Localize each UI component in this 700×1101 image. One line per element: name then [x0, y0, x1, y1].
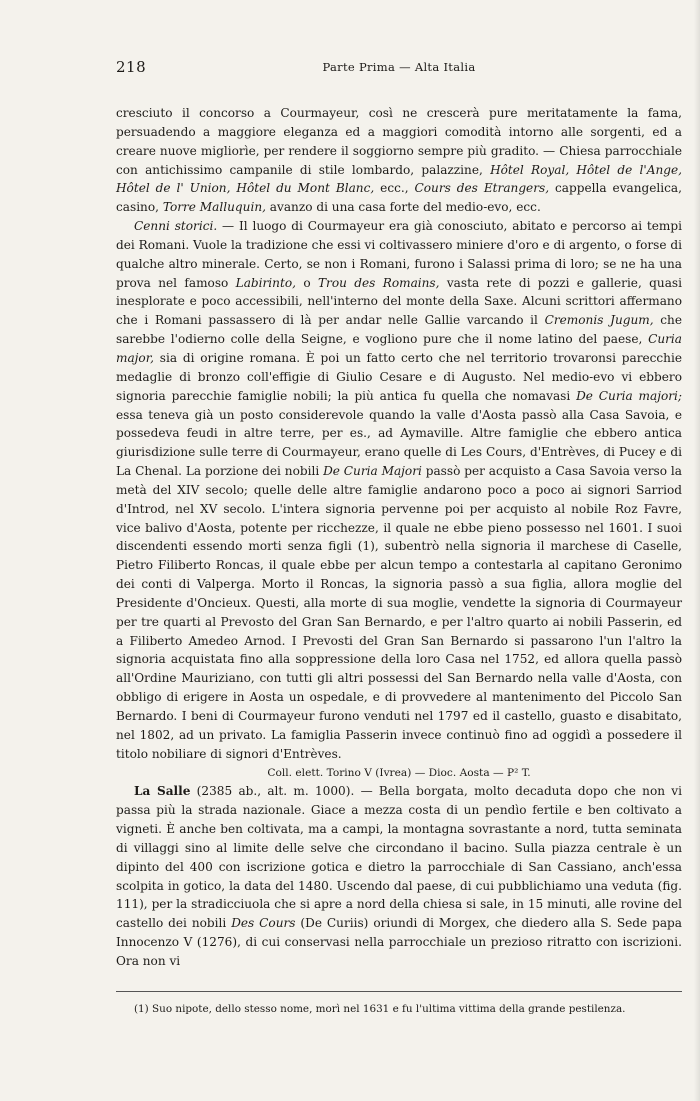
cours-name: Cours des Etrangers,	[414, 181, 550, 196]
text-run: essa teneva già un posto considerevole quando la valle d'Aosta passò alla Casa Savoia, e possedeva feudi in altre terre, per es., ad Aymaville. Altre famiglie che ebbero antica giurisdizione sulle terre di Courmayeur, erano quelle di Les Cours, d'Entrèves, di Pucey e di La Chenal. La porzione dei nobili	[116, 407, 682, 479]
text-run: che sarebbe l'odierno colle della Seigne, e vogliono pure che il nome latino del paese,	[116, 313, 682, 347]
text-run: (De Curiis) oriundi di Morgex, che diedero alla S. Sede papa Innocenzo V (1276), di cui conservasi nella parrocchiale un prezioso ritratto con iscrizioni. Ora non vi	[116, 916, 682, 968]
running-head: Parte Prima — Alta Italia	[322, 60, 476, 74]
italic-term: Cremonis Jugum,	[544, 313, 654, 328]
footnote: (1) Suo nipote, dello stesso nome, morì nel 1631 e fu l'ultima vittima della grande pestilenza.	[134, 1003, 626, 1016]
text-run: avanzo di una casa forte del medio-evo, ecc.	[265, 200, 541, 215]
text-run: passò per acquisto a Casa Savoia verso la metà del XIV secolo; quelle delle altre famiglie andarono poco a poco ai signori Sarriod d'Introd, nel XV secolo. L'intera signoria pervenne poi per acquisto al nobile Roz Favre, vice balivo d'Aosta, potente per ricchezze, il quale ne ebbe pieno possesso nel 1601. I suoi discendenti essendo morti senza figli (1), subentrò nella signoria il marchese di Caselle, Pietro Filiberto Roncas, il quale ebbe per alcun tempo a contestarla al capitano Geronimo dei conti di Valperga. Morto il Roncas, la signoria passò a sua figlia, allora moglie del Presidente d'Oncieux. Questi, alla morte di sua moglie, vendette la signoria di Courmayeur per tre quarti al Prevosto del Gran San Bernardo, e per l'altro quarto ai nobili Passerin, ed a Filiberto Amedeo Arnod. I Prevosti del Gran San Bernardo si passarono l'un l'altro la signoria acquistata fino alla soppressione della loro Casa nel 1752, ed allora quella passò all'Ordine Mauriziano, con tutti gli altri possessi del San Bernardo nella valle d'Aosta, con obbligo di erigere in Aosta un ospedale, e di provvedere al mantenimento del Piccolo San Bernardo. I beni di Courmayeur furono venduti nel 1797 ed il castello, guasto e disabitato, nel 1802, ad un privato. La famiglia Passerin invece continuò fino ad oggidì a possedere il titolo nobiliare di signori d'Entrèves.	[116, 464, 682, 761]
text-run: cappella evangelica, casino,	[116, 181, 682, 215]
torre-name: Torre Malluquin,	[162, 200, 266, 215]
coll-elett-line: Coll. elett. Torino V (Ivrea) — Dioc. Aosta — P² T.	[267, 766, 531, 779]
page-number: 218	[116, 58, 147, 76]
italic-term: Des Cours	[231, 916, 296, 931]
text-run: — Il luogo di Courmayeur era già conosciuto, abitato e percorso ai tempi dei Romani. Vuole la tradizione che essi vi coltivassero miniere d'oro e di argento, o forse di qualche altro minerale. Certo, se non i Romani, furono i Salassi prima di loro; se ne ha una prova nel famoso	[116, 219, 683, 290]
italic-term: Curia major,	[116, 332, 682, 365]
text-run: sia di origine romana. È poi un fatto certo che nel territorio trovaronsi parecchie medaglie di bronzo coll'effigie di Giulio Cesare e di Augusto. Nel medio-evo vi ebbero signoria parecchie famiglie nobili; la più antica fu quella che nomavasi	[116, 350, 682, 403]
paragraph-la-salle	[116, 782, 682, 970]
text-run: (2385 ab., alt. m. 1000). — Bella borgata, molto decaduta dopo che non vi passa più la strada nazionale. Giace a mezza costa di un pendìo fertile e ben coltivato a vigneti. È anche ben coltivata, ma a campi, la montagna sovrastante a nord, tutta seminata di villaggi sino al limite delle selve che circondano il bacino. Sulla piazza centrale è un dipinto del 400 con iscrizione gotica e dietro la parrocchiale di San Cassiano, anch'essa scolpita in gotico, la data del 1480. Uscendo dal paese, di cui pubblichiamo una veduta (fig. 111), per la stradicciuola che si apre a nord della chiesa si sale, in 15 minuti, alle rovine del castello dei nobili	[116, 784, 682, 931]
italic-term: De Curia Majori	[323, 464, 422, 479]
section-heading-cenni-storici: Cenni storici.	[134, 219, 218, 234]
italic-term: Trou des Romains,	[317, 275, 440, 290]
page-edge-shadow	[694, 0, 700, 1101]
paragraph-cenni-storici	[116, 217, 682, 763]
text-run: ecc.,	[374, 181, 415, 196]
body-text	[116, 104, 682, 971]
text-run: vasta rete di pozzi e gallerie, quasi inesplorate e poco accessibili, nell'interno del monte della Saxe. Alcuni scrittori affermano che i Romani passassero di là per andar nelle Gallie varcando il	[116, 275, 682, 328]
paragraph-courmayeur-amenities	[116, 104, 682, 217]
place-name-la-salle: La Salle	[134, 784, 191, 799]
page-header	[116, 58, 682, 82]
italic-term: Labirinto,	[235, 275, 296, 290]
text-run: o	[295, 275, 318, 290]
page	[116, 58, 682, 1028]
italic-term: De Curia majori;	[576, 388, 682, 403]
hotel-names: Hôtel Royal, Hôtel de l'Ange, Hôtel de l' Union, Hôtel du Mont Blanc,	[116, 162, 682, 196]
footnote-divider	[116, 991, 682, 992]
text-run: cresciuto il concorso a Courmayeur, così ne crescerà pure meritatamente la fama, persuadendo a maggiore eleganza ed a maggiori comodità intorno alle sorgenti, ed a creare nuove migliorìe, per rendere il soggiorno sempre più gradito. — Chiesa parrocchiale con antichissimo campanile di stile lombardo, palazzine,	[116, 106, 682, 177]
